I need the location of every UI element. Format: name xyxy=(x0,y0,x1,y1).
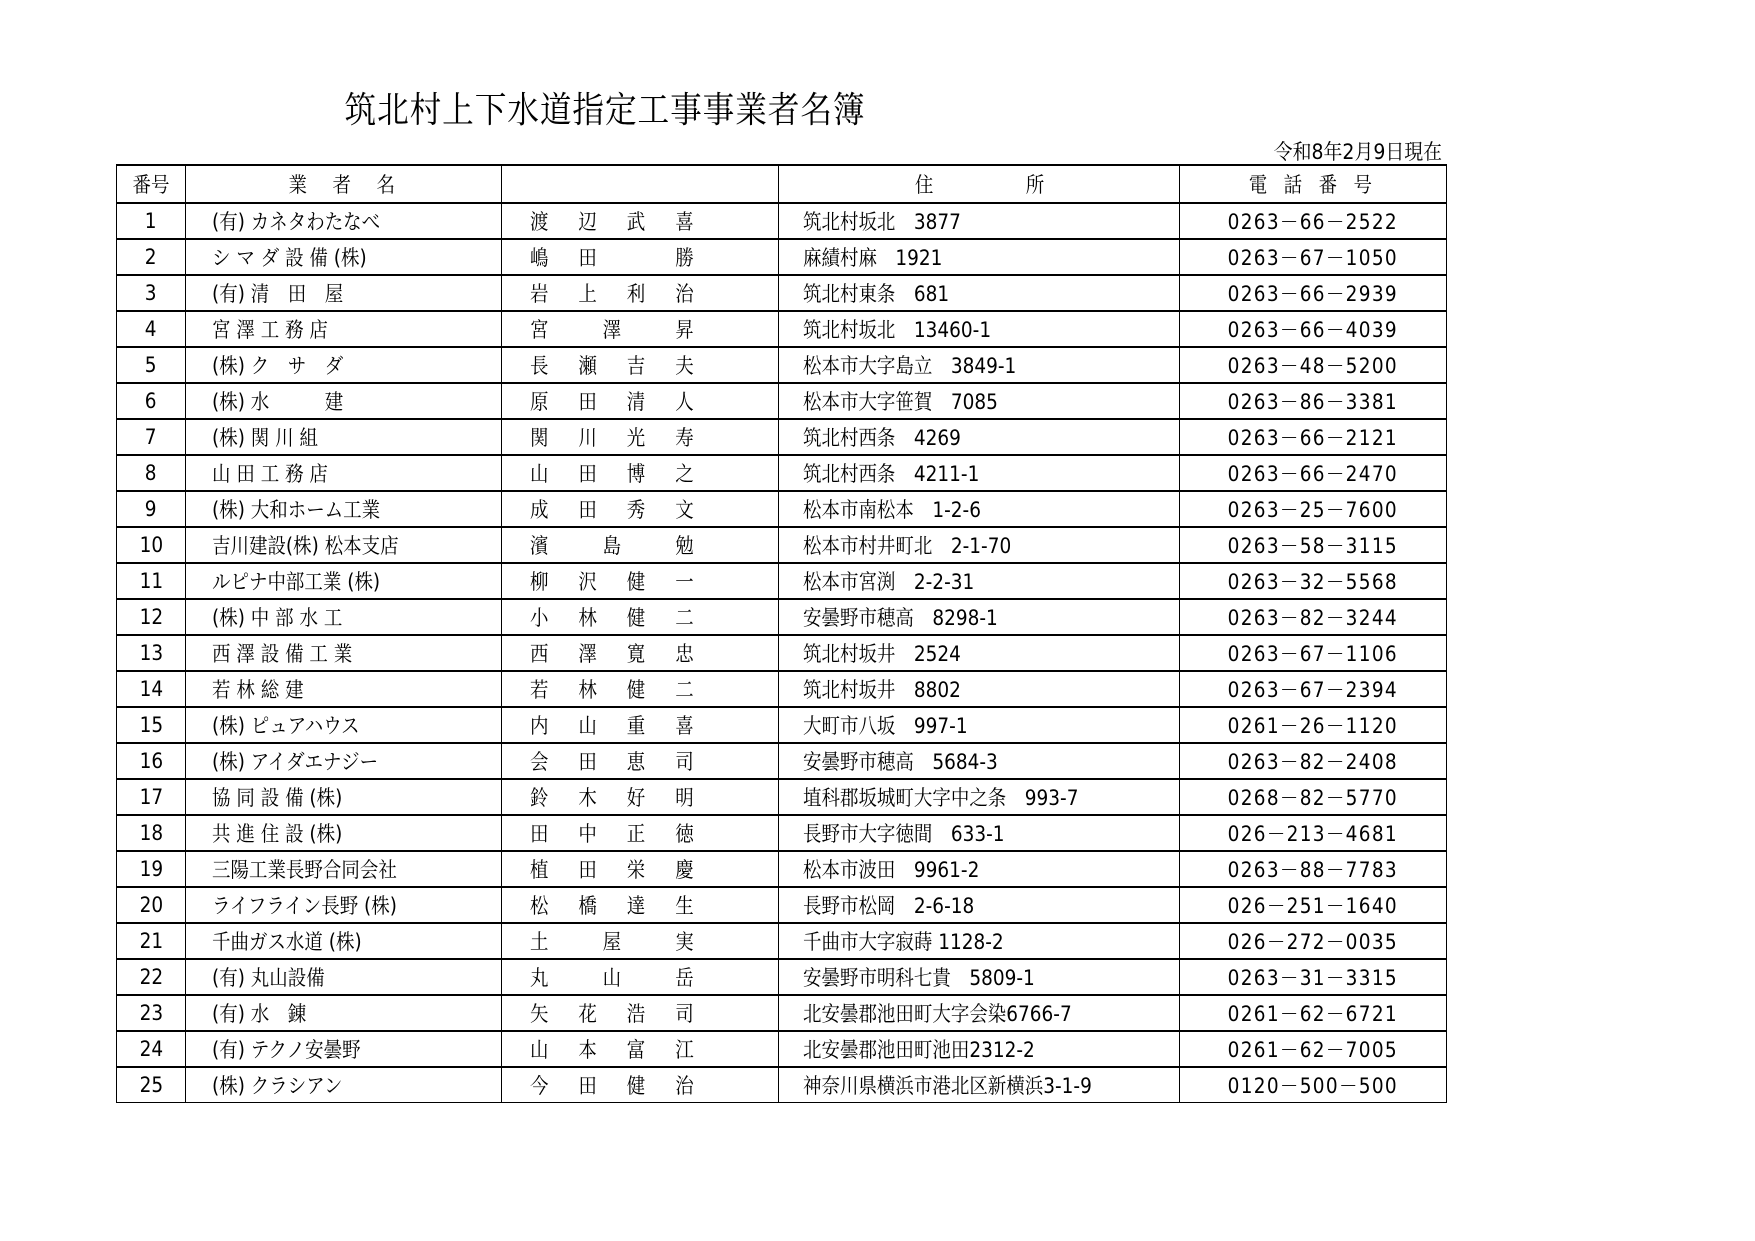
representative-name-cell xyxy=(502,563,779,599)
representative-name-cell xyxy=(502,383,779,419)
phone-number-cell xyxy=(1180,311,1447,347)
phone-number-cell xyxy=(1180,491,1447,527)
phone-number-cell xyxy=(1180,1031,1447,1067)
company-name-cell xyxy=(186,959,502,995)
phone-number: 0268－82－5770 xyxy=(1227,786,1399,810)
representative-name-cell xyxy=(502,923,779,959)
company-name: シ マ ダ 設 備 (株) xyxy=(212,246,367,270)
representative-name: 宮 澤 昇 xyxy=(530,318,700,342)
representative-name: 会 田 恵 司 xyxy=(530,750,700,774)
representative-name: 若 林 健 二 xyxy=(530,678,700,702)
representative-name-cell xyxy=(502,671,779,707)
header-company-name: 業 者 名 xyxy=(186,165,502,203)
phone-number: 026－213－4681 xyxy=(1227,822,1399,846)
address-cell xyxy=(779,635,1180,671)
representative-name-cell xyxy=(502,995,779,1031)
phone-number-cell xyxy=(1180,347,1447,383)
representative-name: 西 澤 寛 忠 xyxy=(530,642,700,666)
address: 安曇野市穂高 8298-1 xyxy=(803,606,998,630)
company-name: 共 進 住 設 (株) xyxy=(212,822,343,846)
representative-name-cell xyxy=(502,527,779,563)
company-name: (株) 中 部 水 工 xyxy=(212,606,343,630)
row-number: 16 xyxy=(139,749,163,773)
row-number: 3 xyxy=(145,281,157,305)
table-row xyxy=(117,995,1447,1031)
company-name: (株) 関 川 組 xyxy=(212,426,318,450)
company-name: (株) 水 建 xyxy=(212,390,344,414)
address: 松本市大字笹賀 7085 xyxy=(803,390,998,414)
row-number-cell xyxy=(117,1067,186,1103)
as-of-date: 令和8年2月9日現在 xyxy=(1273,140,1442,164)
table-row xyxy=(117,851,1447,887)
address-cell xyxy=(779,995,1180,1031)
phone-number-cell xyxy=(1180,851,1447,887)
representative-name-cell xyxy=(502,887,779,923)
company-name-cell xyxy=(186,1031,502,1067)
row-number: 18 xyxy=(139,821,163,845)
row-number-cell xyxy=(117,779,186,815)
phone-number: 0120－500－500 xyxy=(1227,1074,1399,1098)
table-row xyxy=(117,707,1447,743)
phone-number-cell xyxy=(1180,635,1447,671)
representative-name: 岩 上 利 治 xyxy=(530,282,700,306)
representative-name: 土 屋 実 xyxy=(530,930,700,954)
representative-name-cell xyxy=(502,311,779,347)
company-name-cell xyxy=(186,203,502,239)
company-name-cell xyxy=(186,815,502,851)
row-number-cell xyxy=(117,239,186,275)
phone-number: 0263－82－3244 xyxy=(1227,606,1399,630)
company-name: (有) 水 錬 xyxy=(212,1002,307,1026)
header-address: 住 所 xyxy=(779,165,1180,203)
page-title: 筑北村上下水道指定工事事業者名簿 xyxy=(344,90,866,131)
address-cell xyxy=(779,599,1180,635)
table-row xyxy=(117,275,1447,311)
phone-number-cell xyxy=(1180,275,1447,311)
representative-name-cell xyxy=(502,419,779,455)
company-name: 協 同 設 備 (株) xyxy=(212,786,343,810)
table-row xyxy=(117,815,1447,851)
row-number: 22 xyxy=(139,965,163,989)
phone-number: 0263－31－3315 xyxy=(1227,966,1399,990)
address-cell xyxy=(779,959,1180,995)
table-row xyxy=(117,311,1447,347)
address: 安曇野市明科七貴 5809-1 xyxy=(803,966,1035,990)
phone-number: 0263－66－4039 xyxy=(1227,318,1399,342)
row-number: 17 xyxy=(139,785,163,809)
phone-number-cell xyxy=(1180,815,1447,851)
header-phone: 電 話 番 号 xyxy=(1180,165,1447,203)
table-row xyxy=(117,671,1447,707)
row-number-cell xyxy=(117,851,186,887)
address: 筑北村西条 4211-1 xyxy=(803,462,980,486)
company-name-cell xyxy=(186,347,502,383)
representative-name: 渡 辺 武 喜 xyxy=(530,210,700,234)
phone-number: 0263－67－2394 xyxy=(1227,678,1399,702)
phone-number: 0263－25－7600 xyxy=(1227,498,1399,522)
table-row xyxy=(117,1031,1447,1067)
representative-name-cell xyxy=(502,779,779,815)
representative-name: 長 瀬 吉 夫 xyxy=(530,354,700,378)
address: 埴科郡坂城町大字中之条 993-7 xyxy=(803,786,1079,810)
phone-number: 026－251－1640 xyxy=(1227,894,1399,918)
phone-number: 0263－66－2121 xyxy=(1227,426,1399,450)
phone-number-cell xyxy=(1180,887,1447,923)
phone-number: 0263－48－5200 xyxy=(1227,354,1399,378)
phone-number: 0263－58－3115 xyxy=(1227,534,1399,558)
table-row xyxy=(117,491,1447,527)
representative-name: 田 中 正 徳 xyxy=(530,822,700,846)
representative-name: 植 田 栄 慶 xyxy=(530,858,700,882)
phone-number-cell xyxy=(1180,1067,1447,1103)
phone-number-cell xyxy=(1180,203,1447,239)
phone-number: 0263－66－2522 xyxy=(1227,210,1399,234)
row-number: 24 xyxy=(139,1037,163,1061)
address-cell xyxy=(779,887,1180,923)
company-name: 西 澤 設 備 工 業 xyxy=(212,642,353,666)
address-cell xyxy=(779,563,1180,599)
address: 松本市南松本 1-2-6 xyxy=(803,498,981,522)
row-number: 14 xyxy=(139,677,163,701)
row-number-cell xyxy=(117,455,186,491)
table-row xyxy=(117,239,1447,275)
address-cell xyxy=(779,203,1180,239)
row-number-cell xyxy=(117,923,186,959)
representative-name-cell xyxy=(502,491,779,527)
phone-number: 0263－88－7783 xyxy=(1227,858,1399,882)
address-cell xyxy=(779,347,1180,383)
address-cell xyxy=(779,419,1180,455)
representative-name: 山 田 博 之 xyxy=(530,462,700,486)
phone-number: 026－272－0035 xyxy=(1227,930,1399,954)
row-number-cell xyxy=(117,347,186,383)
address: 筑北村坂井 2524 xyxy=(803,642,961,666)
address: 北安曇郡池田町大字会染6766-7 xyxy=(803,1002,1072,1026)
row-number-cell xyxy=(117,635,186,671)
row-number-cell xyxy=(117,203,186,239)
address-cell xyxy=(779,1067,1180,1103)
address: 北安曇郡池田町池田2312-2 xyxy=(803,1038,1035,1062)
company-name-cell xyxy=(186,527,502,563)
row-number-cell xyxy=(117,383,186,419)
representative-name: 丸 山 岳 xyxy=(530,966,700,990)
row-number-cell xyxy=(117,959,186,995)
row-number: 9 xyxy=(145,497,157,521)
address-cell xyxy=(779,1031,1180,1067)
representative-name-cell xyxy=(502,1031,779,1067)
company-name: (株) ク サ ダ xyxy=(212,354,344,378)
row-number-cell xyxy=(117,527,186,563)
representative-name: 鈴 木 好 明 xyxy=(530,786,700,810)
row-number: 7 xyxy=(145,425,157,449)
company-name-cell xyxy=(186,1067,502,1103)
address: 筑北村坂北 3877 xyxy=(803,210,961,234)
company-name: (有) 丸山設備 xyxy=(212,966,325,990)
row-number: 10 xyxy=(139,533,163,557)
representative-name-cell xyxy=(502,347,779,383)
row-number-cell xyxy=(117,599,186,635)
phone-number-cell xyxy=(1180,707,1447,743)
address-cell xyxy=(779,311,1180,347)
address: 千曲市大字寂蒔 1128-2 xyxy=(803,930,1004,954)
company-name-cell xyxy=(186,311,502,347)
company-name: (株) クラシアン xyxy=(212,1074,343,1098)
row-number: 19 xyxy=(139,857,163,881)
row-number: 8 xyxy=(145,461,157,485)
row-number-cell xyxy=(117,887,186,923)
phone-number: 0263－86－3381 xyxy=(1227,390,1399,414)
phone-number-cell xyxy=(1180,995,1447,1031)
row-number: 23 xyxy=(139,1001,163,1025)
address: 安曇野市穂高 5684-3 xyxy=(803,750,998,774)
company-name-cell xyxy=(186,563,502,599)
address: 筑北村坂北 13460-1 xyxy=(803,318,992,342)
company-name-cell xyxy=(186,635,502,671)
representative-name: 関 川 光 寿 xyxy=(530,426,700,450)
address-cell xyxy=(779,275,1180,311)
company-name: (有) テクノ安曇野 xyxy=(212,1038,361,1062)
company-name-cell xyxy=(186,923,502,959)
row-number: 21 xyxy=(139,929,163,953)
phone-number: 0261－62－6721 xyxy=(1227,1002,1399,1026)
company-name-cell xyxy=(186,743,502,779)
representative-name-cell xyxy=(502,239,779,275)
address-cell xyxy=(779,491,1180,527)
row-number-cell xyxy=(117,491,186,527)
table-row xyxy=(117,347,1447,383)
company-name-cell xyxy=(186,239,502,275)
table-row xyxy=(117,779,1447,815)
company-name: 三陽工業長野合同会社 xyxy=(212,858,397,882)
address: 大町市八坂 997-1 xyxy=(803,714,968,738)
row-number-cell xyxy=(117,311,186,347)
row-number-cell xyxy=(117,563,186,599)
address: 長野市松岡 2-6-18 xyxy=(803,894,975,918)
row-number-cell xyxy=(117,707,186,743)
representative-name-cell xyxy=(502,851,779,887)
table-row xyxy=(117,923,1447,959)
representative-name-cell xyxy=(502,707,779,743)
table-row xyxy=(117,563,1447,599)
company-name: ライフライン長野 (株) xyxy=(212,894,397,918)
phone-number: 0263－67－1106 xyxy=(1227,642,1399,666)
address-cell xyxy=(779,815,1180,851)
phone-number: 0261－62－7005 xyxy=(1227,1038,1399,1062)
company-name-cell xyxy=(186,599,502,635)
address: 長野市大字徳間 633-1 xyxy=(803,822,1005,846)
address: 松本市波田 9961-2 xyxy=(803,858,980,882)
address-cell xyxy=(779,527,1180,563)
representative-name-cell xyxy=(502,275,779,311)
table-row xyxy=(117,635,1447,671)
representative-name: 小 林 健 二 xyxy=(530,606,700,630)
table-row xyxy=(117,419,1447,455)
address: 神奈川県横浜市港北区新横浜3-1-9 xyxy=(803,1074,1092,1098)
row-number-cell xyxy=(117,995,186,1031)
phone-number: 0263－82－2408 xyxy=(1227,750,1399,774)
row-number-cell xyxy=(117,815,186,851)
company-name: (有) 清 田 屋 xyxy=(212,282,344,306)
address-cell xyxy=(779,383,1180,419)
company-name: 千曲ガス水道 (株) xyxy=(212,930,362,954)
company-name-cell xyxy=(186,995,502,1031)
phone-number-cell xyxy=(1180,455,1447,491)
row-number: 25 xyxy=(139,1073,163,1097)
row-number-cell xyxy=(117,743,186,779)
address-cell xyxy=(779,779,1180,815)
phone-number-cell xyxy=(1180,527,1447,563)
row-number-cell xyxy=(117,671,186,707)
row-number: 4 xyxy=(145,317,157,341)
representative-name-cell xyxy=(502,815,779,851)
company-name-cell xyxy=(186,779,502,815)
representative-name-cell xyxy=(502,635,779,671)
table-row xyxy=(117,203,1447,239)
row-number: 11 xyxy=(139,569,163,593)
company-name: 宮 澤 工 務 店 xyxy=(212,318,328,342)
row-number: 2 xyxy=(145,245,157,269)
row-number-cell xyxy=(117,275,186,311)
company-name-cell xyxy=(186,887,502,923)
row-number: 6 xyxy=(145,389,157,413)
company-name-cell xyxy=(186,455,502,491)
representative-name: 柳 沢 健 一 xyxy=(530,570,700,594)
table-row xyxy=(117,599,1447,635)
phone-number-cell xyxy=(1180,599,1447,635)
representative-name: 嶋 田 勝 xyxy=(530,246,700,270)
address: 松本市宮渕 2-2-31 xyxy=(803,570,975,594)
representative-name: 山 本 富 江 xyxy=(530,1038,700,1062)
company-name-cell xyxy=(186,419,502,455)
phone-number-cell xyxy=(1180,779,1447,815)
phone-number-cell xyxy=(1180,959,1447,995)
representative-name-cell xyxy=(502,599,779,635)
company-name: (有) カネタわたなべ xyxy=(212,210,381,234)
company-name-cell xyxy=(186,707,502,743)
address-cell xyxy=(779,743,1180,779)
company-name-cell xyxy=(186,275,502,311)
address: 筑北村西条 4269 xyxy=(803,426,961,450)
phone-number-cell xyxy=(1180,383,1447,419)
table-row xyxy=(117,743,1447,779)
company-name-cell xyxy=(186,383,502,419)
address: 麻績村麻 1921 xyxy=(803,246,943,270)
table-row xyxy=(117,455,1447,491)
row-number-cell xyxy=(117,419,186,455)
company-name-cell xyxy=(186,671,502,707)
representative-name: 成 田 秀 文 xyxy=(530,498,700,522)
table-header-row xyxy=(117,165,1447,203)
row-number: 12 xyxy=(139,605,163,629)
address: 松本市大字島立 3849-1 xyxy=(803,354,1017,378)
company-name: ルピナ中部工業 (株) xyxy=(212,570,381,594)
company-name: 山 田 工 務 店 xyxy=(212,462,328,486)
address-cell xyxy=(779,707,1180,743)
representative-name: 矢 花 浩 司 xyxy=(530,1002,700,1026)
header-number: 番号 xyxy=(117,165,186,203)
representative-name: 松 橋 達 生 xyxy=(530,894,700,918)
representative-name-cell xyxy=(502,203,779,239)
company-name: (株) 大和ホーム工業 xyxy=(212,498,381,522)
row-number: 1 xyxy=(145,209,157,233)
table-row xyxy=(117,527,1447,563)
phone-number: 0263－32－5568 xyxy=(1227,570,1399,594)
table-row xyxy=(117,383,1447,419)
address: 筑北村坂井 8802 xyxy=(803,678,961,702)
table-row xyxy=(117,1067,1447,1103)
table-row xyxy=(117,887,1447,923)
table-row xyxy=(117,959,1447,995)
contractor-table xyxy=(116,164,1447,1103)
company-name: 若 林 総 建 xyxy=(212,678,304,702)
representative-name: 濱 島 勉 xyxy=(530,534,700,558)
address: 筑北村東条 681 xyxy=(803,282,950,306)
company-name: 吉川建設(株) 松本支店 xyxy=(212,534,399,558)
row-number: 20 xyxy=(139,893,163,917)
company-name-cell xyxy=(186,851,502,887)
representative-name-cell xyxy=(502,455,779,491)
company-name: (株) ピュアハウス xyxy=(212,714,360,738)
address-cell xyxy=(779,851,1180,887)
phone-number: 0263－67－1050 xyxy=(1227,246,1399,270)
phone-number: 0263－66－2470 xyxy=(1227,462,1399,486)
phone-number-cell xyxy=(1180,923,1447,959)
representative-name: 今 田 健 治 xyxy=(530,1074,700,1098)
phone-number: 0263－66－2939 xyxy=(1227,282,1399,306)
company-name: (株) アイダエナジー xyxy=(212,750,379,774)
phone-number: 0261－26－1120 xyxy=(1227,714,1399,738)
representative-name-cell xyxy=(502,743,779,779)
phone-number-cell xyxy=(1180,671,1447,707)
header-representative xyxy=(502,165,779,203)
address: 松本市村井町北 2-1-70 xyxy=(803,534,1012,558)
address-cell xyxy=(779,239,1180,275)
phone-number-cell xyxy=(1180,743,1447,779)
company-name-cell xyxy=(186,491,502,527)
row-number: 15 xyxy=(139,713,163,737)
address-cell xyxy=(779,455,1180,491)
row-number: 13 xyxy=(139,641,163,665)
phone-number-cell xyxy=(1180,419,1447,455)
representative-name: 原 田 清 人 xyxy=(530,390,700,414)
representative-name: 内 山 重 喜 xyxy=(530,714,700,738)
representative-name-cell xyxy=(502,1067,779,1103)
address-cell xyxy=(779,923,1180,959)
row-number-cell xyxy=(117,1031,186,1067)
representative-name-cell xyxy=(502,959,779,995)
phone-number-cell xyxy=(1180,239,1447,275)
phone-number-cell xyxy=(1180,563,1447,599)
row-number: 5 xyxy=(145,353,157,377)
address-cell xyxy=(779,671,1180,707)
